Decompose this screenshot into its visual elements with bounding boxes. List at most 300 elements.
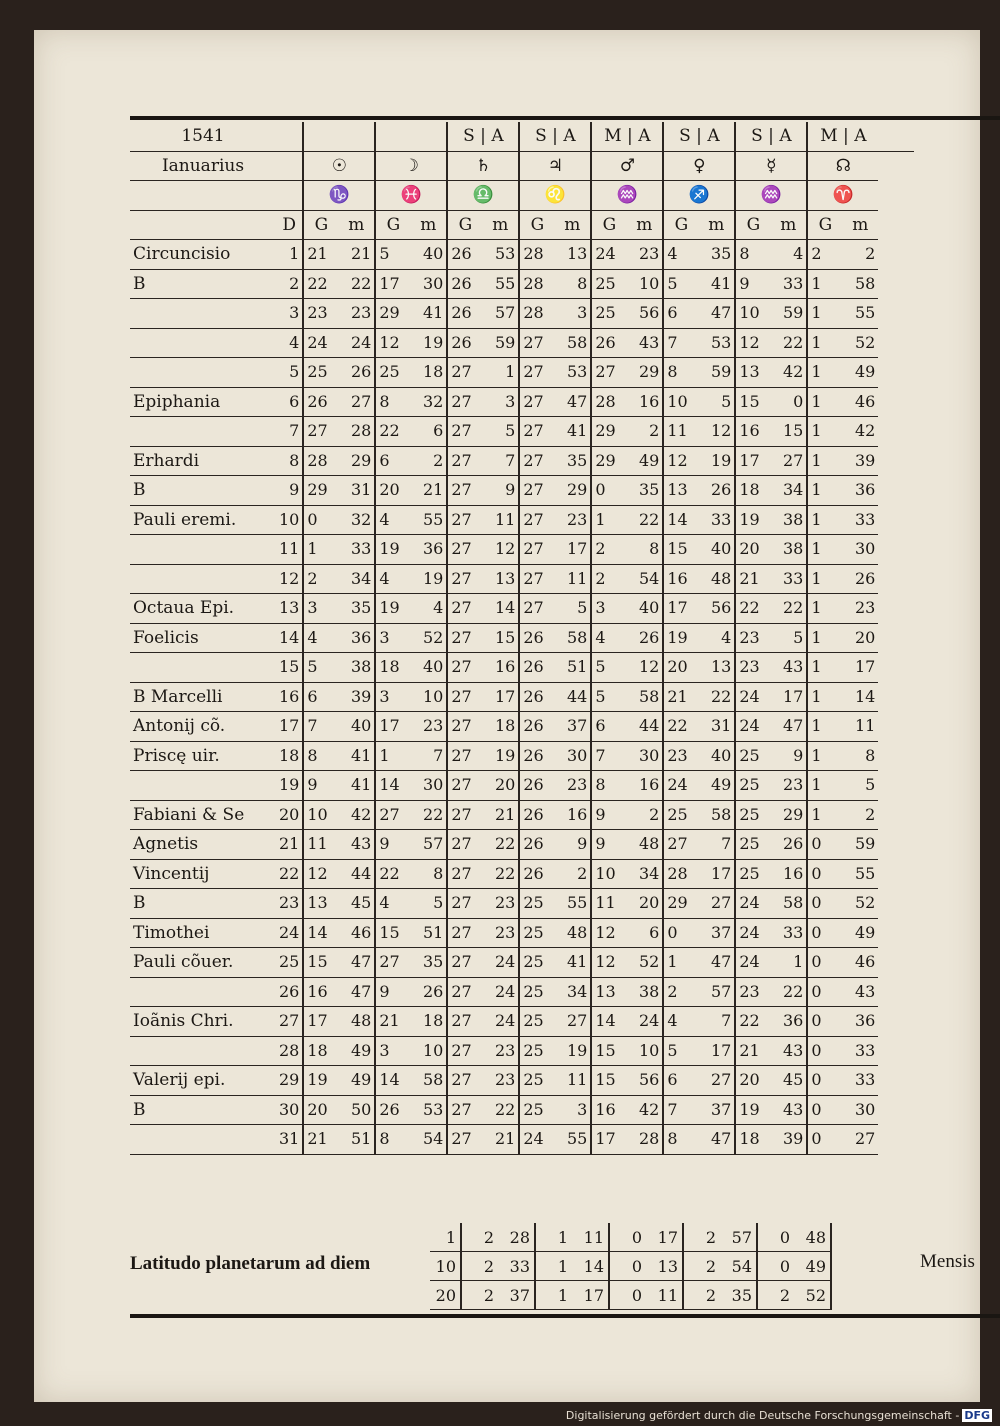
minute-value: 16 <box>482 653 519 683</box>
degree-value: 21 <box>375 1007 410 1037</box>
latitude-value: 0 <box>609 1223 646 1252</box>
minute-value: 10 <box>410 682 447 712</box>
degree-value: 24 <box>735 712 770 742</box>
header-row-columns <box>130 210 914 240</box>
minute-value: 29 <box>626 358 663 388</box>
degree-value: 10 <box>591 859 626 889</box>
degree-value: 24 <box>591 240 626 270</box>
minute-value: 27 <box>554 1007 591 1037</box>
degree-value: 24 <box>303 328 338 358</box>
minute-value: 58 <box>554 623 591 653</box>
minute-value: 23 <box>482 918 519 948</box>
degree-value: 27 <box>447 387 482 417</box>
aspect-letter: A <box>779 126 792 147</box>
degree-value: 8 <box>735 240 770 270</box>
minute-value: 11 <box>554 1066 591 1096</box>
minute-value: 42 <box>842 417 878 447</box>
degree-value: 27 <box>375 800 410 830</box>
degree-value: 4 <box>663 1007 698 1037</box>
minute-value: 18 <box>482 712 519 742</box>
latitude-value: 2 <box>461 1281 498 1310</box>
minute-value: 22 <box>482 830 519 860</box>
table-row <box>130 830 914 860</box>
minute-value: 47 <box>338 948 375 978</box>
latitude-value: 2 <box>683 1223 720 1252</box>
day-number: 15 <box>276 653 303 683</box>
table-row <box>130 269 914 299</box>
feast-name: Octaua Epi. <box>130 594 276 624</box>
minute-value: 48 <box>626 830 663 860</box>
minute-value: 33 <box>842 1036 878 1066</box>
table-row <box>130 1007 914 1037</box>
latitude-value: 49 <box>794 1252 831 1281</box>
degree-value: 27 <box>519 358 554 388</box>
aspect-cell: M | A <box>807 122 878 151</box>
minute-value: 20 <box>842 623 878 653</box>
minute-value: 30 <box>626 741 663 771</box>
latitude-table <box>430 1223 832 1310</box>
aspect-cell: S | A <box>447 122 519 151</box>
feast-name: Vincentij <box>130 859 276 889</box>
minute-value: 41 <box>410 299 447 329</box>
minute-value: 43 <box>626 328 663 358</box>
degree-value: 27 <box>447 977 482 1007</box>
planet-symbol-icon: ♃ <box>519 151 591 181</box>
minute-value: 46 <box>842 387 878 417</box>
minute-value: 22 <box>482 859 519 889</box>
table-row <box>130 505 914 535</box>
degree-value: 14 <box>303 918 338 948</box>
minute-value: 29 <box>338 446 375 476</box>
footer-text: Digitalisierung gefördert durch die Deutsche Forschungsgemeinschaft - <box>565 1409 960 1422</box>
feast-name: B <box>130 889 276 919</box>
minute-value: 43 <box>770 1036 807 1066</box>
column-header: G <box>591 210 626 240</box>
degree-value: 4 <box>663 240 698 270</box>
minute-value: 23 <box>554 771 591 801</box>
latitude-value: 1 <box>535 1281 572 1310</box>
day-number: 12 <box>276 564 303 594</box>
degree-value: 27 <box>519 476 554 506</box>
degree-value: 27 <box>447 948 482 978</box>
day-number: 1 <box>276 240 303 270</box>
feast-name: Antonij cõ. <box>130 712 276 742</box>
table-row <box>130 417 914 447</box>
minute-value: 42 <box>770 358 807 388</box>
minute-value: 11 <box>554 564 591 594</box>
aspect-letter: M <box>604 126 622 147</box>
degree-value: 26 <box>375 1095 410 1125</box>
minute-value: 17 <box>842 653 878 683</box>
degree-value: 16 <box>663 564 698 594</box>
degree-value: 24 <box>735 918 770 948</box>
minute-value: 56 <box>626 1066 663 1096</box>
feast-name <box>130 328 276 358</box>
degree-value: 22 <box>375 417 410 447</box>
minute-value: 19 <box>482 741 519 771</box>
aspect-letter: A <box>854 126 867 147</box>
degree-value: 15 <box>303 948 338 978</box>
latitude-section <box>130 1223 1000 1309</box>
degree-value: 19 <box>375 594 410 624</box>
blank-cell <box>375 122 447 151</box>
mensis-label: Mensis <box>920 1251 975 1272</box>
degree-value: 27 <box>519 328 554 358</box>
degree-value: 4 <box>591 623 626 653</box>
minute-value: 19 <box>410 328 447 358</box>
feast-name: B <box>130 1095 276 1125</box>
minute-value: 57 <box>482 299 519 329</box>
minute-value: 10 <box>410 1036 447 1066</box>
degree-value: 23 <box>735 653 770 683</box>
minute-value: 27 <box>698 1066 735 1096</box>
aspect-letter: S <box>463 126 475 147</box>
minute-value: 9 <box>482 476 519 506</box>
feast-name: B Marcelli <box>130 682 276 712</box>
minute-value: 58 <box>842 269 878 299</box>
day-number: 28 <box>276 1036 303 1066</box>
day-number: 2 <box>276 269 303 299</box>
degree-value: 24 <box>735 889 770 919</box>
degree-value: 23 <box>303 299 338 329</box>
degree-value: 27 <box>447 446 482 476</box>
minute-value: 55 <box>554 1125 591 1155</box>
minute-value: 33 <box>698 505 735 535</box>
minute-value: 12 <box>698 417 735 447</box>
degree-value: 0 <box>303 505 338 535</box>
minute-value: 4 <box>698 623 735 653</box>
minute-value: 1 <box>770 948 807 978</box>
minute-value: 5 <box>410 889 447 919</box>
minute-value: 58 <box>770 889 807 919</box>
column-header: G <box>807 210 842 240</box>
minute-value: 21 <box>410 476 447 506</box>
degree-value: 27 <box>519 417 554 447</box>
minute-value: 52 <box>842 889 878 919</box>
planet-symbol-icon: ♂ <box>591 151 663 181</box>
day-number: 8 <box>276 446 303 476</box>
degree-value: 0 <box>807 1066 842 1096</box>
minute-value: 23 <box>410 712 447 742</box>
degree-value: 27 <box>447 682 482 712</box>
table-row <box>130 476 914 506</box>
minute-value: 35 <box>554 446 591 476</box>
degree-value: 29 <box>591 446 626 476</box>
minute-value: 58 <box>410 1066 447 1096</box>
degree-value: 19 <box>303 1066 338 1096</box>
latitude-row <box>430 1252 831 1281</box>
feast-name: Priscę uir. <box>130 741 276 771</box>
degree-value: 12 <box>303 859 338 889</box>
column-header: m <box>410 210 447 240</box>
latitude-value: 17 <box>646 1223 683 1252</box>
degree-value: 21 <box>303 240 338 270</box>
minute-value: 22 <box>626 505 663 535</box>
minute-value: 22 <box>770 594 807 624</box>
minute-value: 26 <box>626 623 663 653</box>
degree-value: 8 <box>663 1125 698 1155</box>
degree-value: 9 <box>303 771 338 801</box>
latitude-value: 0 <box>609 1281 646 1310</box>
minute-value: 24 <box>482 977 519 1007</box>
blank-cell <box>130 181 276 211</box>
minute-value: 33 <box>842 505 878 535</box>
table-row <box>130 328 914 358</box>
degree-value: 12 <box>663 446 698 476</box>
degree-value: 27 <box>519 505 554 535</box>
minute-value: 10 <box>626 1036 663 1066</box>
minute-value: 41 <box>338 771 375 801</box>
degree-value: 23 <box>663 741 698 771</box>
minute-value: 55 <box>554 889 591 919</box>
degree-value: 1 <box>807 387 842 417</box>
degree-value: 1 <box>807 771 842 801</box>
day-number: 3 <box>276 299 303 329</box>
degree-value: 20 <box>735 1066 770 1096</box>
degree-value: 0 <box>591 476 626 506</box>
minute-value: 21 <box>482 800 519 830</box>
degree-value: 25 <box>591 299 626 329</box>
degree-value: 19 <box>375 535 410 565</box>
minute-value: 23 <box>626 240 663 270</box>
day-number: 18 <box>276 741 303 771</box>
degree-value: 2 <box>807 240 842 270</box>
minute-value: 32 <box>410 387 447 417</box>
latitude-value: 2 <box>683 1281 720 1310</box>
zodiac-sign-icon: ♒ <box>591 181 663 211</box>
degree-value: 1 <box>303 535 338 565</box>
minute-value: 32 <box>338 505 375 535</box>
minute-value: 2 <box>626 417 663 447</box>
column-header: G <box>303 210 338 240</box>
degree-value: 27 <box>447 771 482 801</box>
table-row <box>130 299 914 329</box>
aspect-cell: S | A <box>663 122 735 151</box>
aspect-letter: A <box>638 126 651 147</box>
minute-value: 17 <box>770 682 807 712</box>
degree-value: 10 <box>303 800 338 830</box>
minute-value: 38 <box>770 535 807 565</box>
degree-value: 19 <box>735 505 770 535</box>
minute-value: 2 <box>842 240 878 270</box>
degree-value: 21 <box>303 1125 338 1155</box>
degree-value: 28 <box>519 299 554 329</box>
feast-name <box>130 771 276 801</box>
minute-value: 8 <box>410 859 447 889</box>
aspect-cell: S | A <box>735 122 807 151</box>
minute-value: 6 <box>410 417 447 447</box>
degree-value: 25 <box>375 358 410 388</box>
degree-value: 21 <box>735 564 770 594</box>
minute-value: 37 <box>698 1095 735 1125</box>
minute-value: 22 <box>410 800 447 830</box>
minute-value: 44 <box>338 859 375 889</box>
column-header: m <box>482 210 519 240</box>
minute-value: 43 <box>770 653 807 683</box>
minute-value: 27 <box>698 889 735 919</box>
latitude-value: 35 <box>720 1281 757 1310</box>
table-row <box>130 1066 914 1096</box>
day-number: 20 <box>276 800 303 830</box>
minute-value: 36 <box>842 476 878 506</box>
table-row <box>130 1125 914 1155</box>
degree-value: 15 <box>591 1066 626 1096</box>
minute-value: 53 <box>482 240 519 270</box>
degree-value: 24 <box>663 771 698 801</box>
degree-value: 17 <box>591 1125 626 1155</box>
degree-value: 27 <box>447 505 482 535</box>
minute-value: 44 <box>626 712 663 742</box>
degree-value: 27 <box>519 446 554 476</box>
minute-value: 16 <box>554 800 591 830</box>
planet-symbol-icon: ☽ <box>375 151 447 181</box>
minute-value: 1 <box>482 358 519 388</box>
minute-value: 30 <box>842 535 878 565</box>
minute-value: 44 <box>554 682 591 712</box>
day-number: 24 <box>276 918 303 948</box>
degree-value: 12 <box>591 948 626 978</box>
minute-value: 49 <box>842 918 878 948</box>
degree-value: 26 <box>519 623 554 653</box>
minute-value: 27 <box>338 387 375 417</box>
degree-value: 1 <box>807 653 842 683</box>
degree-value: 4 <box>375 564 410 594</box>
minute-value: 2 <box>626 800 663 830</box>
minute-value: 16 <box>626 771 663 801</box>
minute-value: 55 <box>410 505 447 535</box>
blank-cell <box>276 122 303 151</box>
degree-value: 20 <box>735 535 770 565</box>
degree-value: 1 <box>807 358 842 388</box>
column-header: G <box>735 210 770 240</box>
minute-value: 34 <box>338 564 375 594</box>
minute-value: 30 <box>842 1095 878 1125</box>
minute-value: 24 <box>626 1007 663 1037</box>
day-number: 25 <box>276 948 303 978</box>
day-number: 21 <box>276 830 303 860</box>
column-header: D <box>276 210 303 240</box>
degree-value: 3 <box>303 594 338 624</box>
aspect-letter: A <box>491 126 504 147</box>
day-number: 11 <box>276 535 303 565</box>
latitude-value: 2 <box>461 1252 498 1281</box>
minute-value: 55 <box>842 859 878 889</box>
minute-value: 40 <box>698 535 735 565</box>
feast-name <box>130 535 276 565</box>
aspect-cell: M | A <box>591 122 663 151</box>
table-row <box>130 240 914 270</box>
table-row <box>130 771 914 801</box>
degree-value: 15 <box>591 1036 626 1066</box>
minute-value: 26 <box>698 476 735 506</box>
feast-name: Erhardi <box>130 446 276 476</box>
feast-name <box>130 299 276 329</box>
minute-value: 26 <box>770 830 807 860</box>
blank-cell <box>276 181 303 211</box>
minute-value: 9 <box>770 741 807 771</box>
feast-name <box>130 417 276 447</box>
degree-value: 25 <box>591 269 626 299</box>
minute-value: 12 <box>482 535 519 565</box>
day-number: 5 <box>276 358 303 388</box>
degree-value: 18 <box>303 1036 338 1066</box>
latitude-value: 2 <box>757 1281 794 1310</box>
minute-value: 56 <box>626 299 663 329</box>
minute-value: 23 <box>842 594 878 624</box>
degree-value: 26 <box>519 800 554 830</box>
minute-value: 8 <box>554 269 591 299</box>
minute-value: 7 <box>698 830 735 860</box>
degree-value: 1 <box>807 682 842 712</box>
minute-value: 5 <box>770 623 807 653</box>
ephemeris-table <box>130 122 914 1155</box>
minute-value: 59 <box>482 328 519 358</box>
day-number: 14 <box>276 623 303 653</box>
day-number: 16 <box>276 682 303 712</box>
degree-value: 13 <box>735 358 770 388</box>
degree-value: 2 <box>591 564 626 594</box>
minute-value: 36 <box>338 623 375 653</box>
degree-value: 0 <box>663 918 698 948</box>
degree-value: 4 <box>375 889 410 919</box>
minute-value: 34 <box>554 977 591 1007</box>
degree-value: 0 <box>807 948 842 978</box>
minute-value: 5 <box>554 594 591 624</box>
minute-value: 36 <box>410 535 447 565</box>
table-row <box>130 1095 914 1125</box>
degree-value: 25 <box>519 1095 554 1125</box>
minute-value: 2 <box>554 859 591 889</box>
minute-value: 4 <box>410 594 447 624</box>
degree-value: 25 <box>663 800 698 830</box>
minute-value: 41 <box>698 269 735 299</box>
minute-value: 33 <box>770 918 807 948</box>
minute-value: 28 <box>626 1125 663 1155</box>
latitude-value: 1 <box>535 1223 572 1252</box>
minute-value: 40 <box>626 594 663 624</box>
degree-value: 1 <box>807 564 842 594</box>
degree-value: 0 <box>807 1007 842 1037</box>
minute-value: 36 <box>770 1007 807 1037</box>
minute-value: 34 <box>770 476 807 506</box>
minute-value: 35 <box>626 476 663 506</box>
minute-value: 35 <box>698 240 735 270</box>
minute-value: 24 <box>338 328 375 358</box>
minute-value: 15 <box>770 417 807 447</box>
blank-cell <box>878 122 914 151</box>
aspect-letter: M <box>820 126 838 147</box>
minute-value: 51 <box>338 1125 375 1155</box>
degree-value: 12 <box>375 328 410 358</box>
degree-value: 1 <box>375 741 410 771</box>
latitude-value: 17 <box>572 1281 609 1310</box>
minute-value: 39 <box>842 446 878 476</box>
minute-value: 33 <box>770 564 807 594</box>
minute-value: 56 <box>698 594 735 624</box>
zodiac-sign-icon: ♈ <box>807 181 878 211</box>
degree-value: 3 <box>375 623 410 653</box>
minute-value: 23 <box>482 1066 519 1096</box>
degree-value: 7 <box>303 712 338 742</box>
degree-value: 18 <box>375 653 410 683</box>
feast-name <box>130 977 276 1007</box>
degree-value: 27 <box>519 535 554 565</box>
day-number: 4 <box>276 328 303 358</box>
degree-value: 0 <box>807 1036 842 1066</box>
degree-value: 1 <box>807 417 842 447</box>
degree-value: 25 <box>735 830 770 860</box>
planet-symbol-icon: ☿ <box>735 151 807 181</box>
